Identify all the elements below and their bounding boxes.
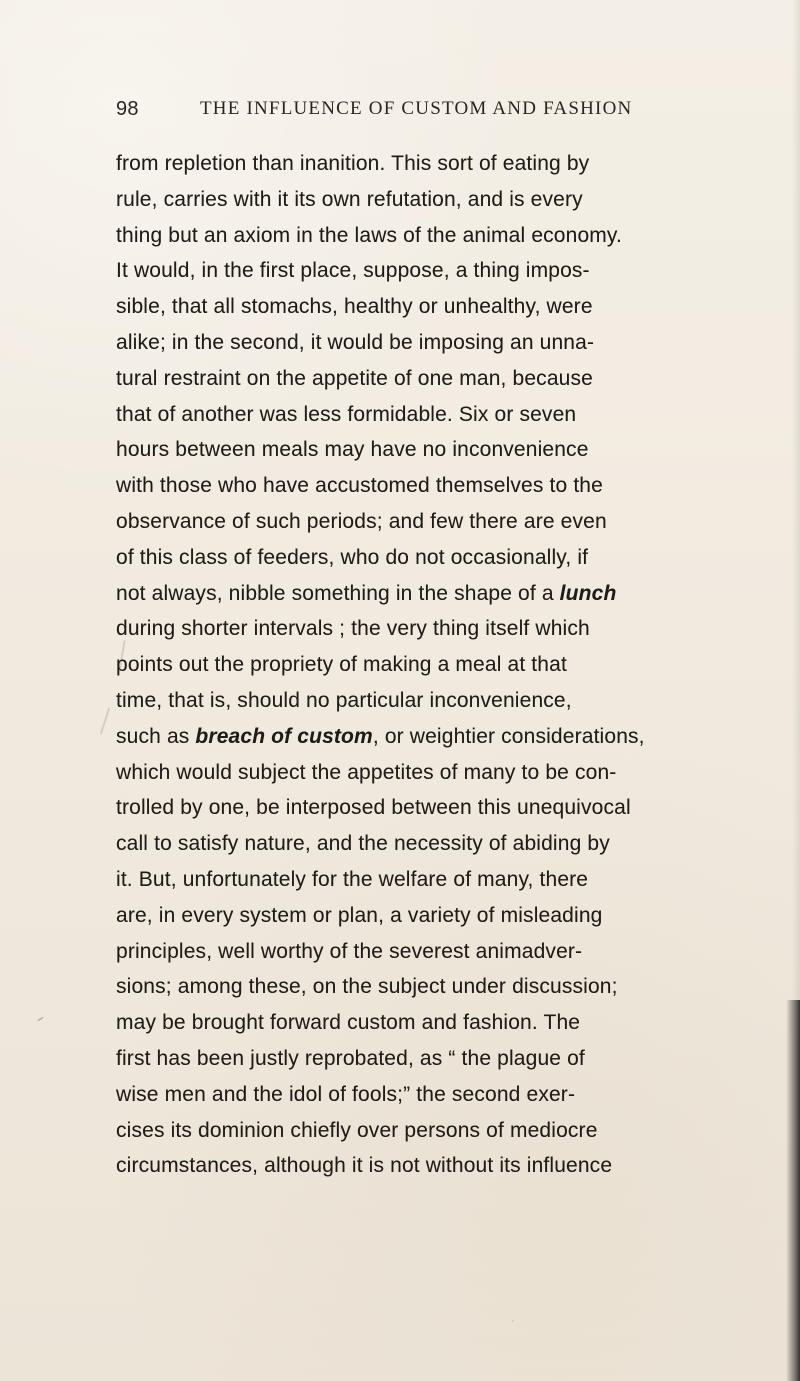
text-segment: points out the propriety of making a meal at that bbox=[116, 653, 567, 677]
text-segment: during shorter intervals ; the very thing itself which bbox=[116, 617, 590, 641]
text-segment: tural restraint on the appetite of one man, because bbox=[116, 366, 593, 390]
text-line bbox=[116, 1041, 766, 1077]
text-segment: from repletion than inanition. This sort of eating by bbox=[116, 152, 590, 175]
text-segment: trolled by one, be interposed between this unequivocal bbox=[116, 796, 631, 820]
text-line bbox=[116, 182, 766, 218]
text-segment: wise men and the idol of fools;” the second exer- bbox=[116, 1082, 576, 1106]
text-segment: sions; among these, on the subject under discussion; bbox=[116, 975, 618, 999]
text-line bbox=[116, 1005, 766, 1041]
text-line bbox=[116, 397, 766, 433]
text-line bbox=[116, 361, 766, 397]
text-line bbox=[116, 504, 766, 540]
text-segment: observance of such periods; and few there are even bbox=[116, 509, 607, 533]
paper-speck bbox=[512, 1320, 514, 1322]
text-line bbox=[116, 432, 766, 468]
text-line bbox=[116, 218, 766, 254]
text-segment: principles, well worthy of the severest animadver- bbox=[116, 939, 583, 963]
text-segment: not always, nibble something in the shape of a bbox=[116, 581, 560, 605]
text-line bbox=[116, 540, 766, 576]
page-number: 98 bbox=[116, 98, 139, 120]
text-line bbox=[116, 898, 766, 934]
text-line bbox=[116, 253, 766, 289]
page-binding-edge bbox=[786, 1000, 800, 1381]
page-header bbox=[116, 94, 696, 124]
text-segment: alike; in the second, it would be imposing an unna- bbox=[116, 330, 595, 354]
text-line bbox=[116, 1113, 766, 1149]
text-segment: thing but an axiom in the laws of the animal economy. bbox=[116, 223, 623, 247]
italic-term: lunch bbox=[559, 581, 617, 605]
text-segment: it. But, unfortunately for the welfare of many, there bbox=[116, 867, 589, 891]
text-segment: rule, carries with it its own refutation, and is every bbox=[116, 187, 583, 211]
text-line bbox=[116, 755, 766, 791]
text-segment: circumstances, although it is not without its influence bbox=[116, 1154, 613, 1178]
text-line bbox=[116, 289, 766, 325]
text-line bbox=[116, 1077, 766, 1113]
text-segment: , or weightier considerations, bbox=[372, 724, 645, 748]
text-line bbox=[116, 790, 766, 826]
text-line bbox=[116, 1148, 766, 1184]
text-segment: such as bbox=[116, 724, 196, 748]
text-line bbox=[116, 611, 766, 647]
text-segment: sible, that all stomachs, healthy or unhealthy, were bbox=[116, 295, 593, 319]
text-line bbox=[116, 934, 766, 970]
text-segment: of this class of feeders, who do not occasionally, if bbox=[116, 545, 589, 569]
text-segment: which would subject the appetites of many to be con- bbox=[116, 760, 617, 784]
body-text bbox=[116, 146, 766, 1184]
text-segment: first has been justly reprobated, as “ the plague of bbox=[116, 1046, 585, 1070]
text-line bbox=[116, 826, 766, 862]
text-line bbox=[116, 468, 766, 504]
italic-term: breach of custom bbox=[195, 724, 373, 748]
text-line bbox=[116, 325, 766, 361]
text-segment: cises its dominion chiefly over persons of mediocre bbox=[116, 1118, 598, 1142]
paper-stain bbox=[37, 1016, 44, 1021]
text-segment: time, that is, should no particular inconvenience, bbox=[116, 688, 572, 712]
text-line bbox=[116, 576, 766, 612]
text-line bbox=[116, 146, 766, 182]
text-segment: that of another was less formidable. Six or seven bbox=[116, 402, 577, 426]
text-line bbox=[116, 683, 766, 719]
text-segment: call to satisfy nature, and the necessity of abiding by bbox=[116, 832, 610, 856]
text-segment: may be brought forward custom and fashion. The bbox=[116, 1011, 581, 1035]
text-line bbox=[116, 647, 766, 683]
text-line bbox=[116, 862, 766, 898]
text-line bbox=[116, 719, 766, 755]
running-head: THE INFLUENCE OF CUSTOM AND FASHION bbox=[200, 98, 633, 119]
text-segment: It would, in the first place, suppose, a thing impos- bbox=[116, 259, 590, 283]
paper-mark bbox=[100, 707, 111, 734]
text-segment: hours between meals may have no inconvenience bbox=[116, 438, 589, 462]
text-segment: are, in every system or plan, a variety of misleading bbox=[116, 903, 603, 927]
text-segment: with those who have accustomed themselves to the bbox=[116, 474, 603, 498]
text-line bbox=[116, 969, 766, 1005]
